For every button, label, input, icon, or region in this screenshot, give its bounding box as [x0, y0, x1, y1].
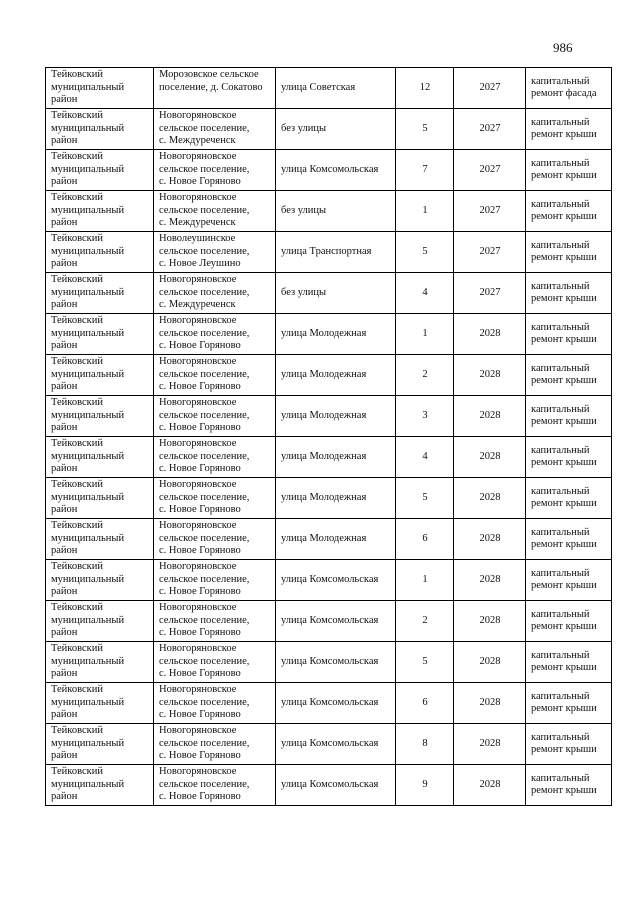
- settlement-cell: [154, 683, 276, 724]
- district-line: Тейковский: [51, 725, 104, 736]
- year-cell: 2028: [454, 396, 526, 437]
- settlement-line: с. Междуреченск: [159, 299, 236, 310]
- year-cell: 2028: [454, 683, 526, 724]
- work-type-cell: [526, 273, 612, 314]
- settlement-line: Новогоряновское: [159, 766, 237, 777]
- table-body: [46, 68, 612, 806]
- district-line: муниципальный: [51, 368, 125, 380]
- settlement-line: с. Новое Горяново: [159, 545, 241, 556]
- work-type-cell: [526, 396, 612, 437]
- table-row: [46, 683, 612, 724]
- settlement-line: с. Новое Горяново: [159, 176, 241, 187]
- district-line: район: [51, 545, 78, 556]
- work-type-line: ремонт крыши: [531, 498, 597, 509]
- district-cell: [46, 519, 154, 560]
- settlement-cell: [154, 109, 276, 150]
- table-row: [46, 68, 612, 109]
- settlement-cell: [154, 765, 276, 806]
- street-cell: улица Комсомольская: [276, 724, 396, 765]
- district-line: муниципальный: [51, 532, 125, 544]
- settlement-line: Новогоряновское: [159, 602, 237, 613]
- district-cell: [46, 642, 154, 683]
- district-line: муниципальный: [51, 122, 125, 134]
- district-line: Тейковский: [51, 274, 104, 285]
- year-cell: 2028: [454, 601, 526, 642]
- district-line: Тейковский: [51, 315, 104, 326]
- work-type-line: капитальный: [531, 485, 590, 497]
- district-line: район: [51, 586, 78, 597]
- settlement-line: Новолеушинское: [159, 233, 236, 244]
- settlement-line: Новогоряновское: [159, 561, 237, 572]
- year-cell: 2028: [454, 642, 526, 683]
- work-type-line: ремонт крыши: [531, 416, 597, 427]
- year-cell: 2027: [454, 150, 526, 191]
- district-line: район: [51, 709, 78, 720]
- settlement-line: Новогоряновское: [159, 356, 237, 367]
- house-number-cell: 12: [396, 68, 454, 109]
- settlement-line: сельское поселение,: [159, 573, 250, 585]
- district-line: район: [51, 668, 78, 679]
- settlement-line: с. Новое Горяново: [159, 504, 241, 515]
- settlement-line: сельское поселение,: [159, 204, 250, 216]
- settlement-line: Новогоряновское: [159, 438, 237, 449]
- settlement-line: сельское поселение,: [159, 245, 250, 257]
- house-number-cell: 1: [396, 560, 454, 601]
- work-type-line: капитальный: [531, 75, 590, 87]
- year-cell: 2027: [454, 273, 526, 314]
- settlement-line: сельское поселение,: [159, 655, 250, 667]
- district-line: Тейковский: [51, 602, 104, 613]
- settlement-line: сельское поселение,: [159, 122, 250, 134]
- work-type-line: ремонт фасада: [531, 88, 597, 99]
- house-number-cell: 5: [396, 232, 454, 273]
- settlement-line: с. Новое Горяново: [159, 668, 241, 679]
- work-type-cell: [526, 601, 612, 642]
- district-line: муниципальный: [51, 286, 125, 298]
- house-number-cell: 2: [396, 601, 454, 642]
- street-cell: без улицы: [276, 191, 396, 232]
- year-cell: 2028: [454, 765, 526, 806]
- district-line: район: [51, 381, 78, 392]
- work-type-line: капитальный: [531, 772, 590, 784]
- house-number-cell: 1: [396, 314, 454, 355]
- district-line: Тейковский: [51, 643, 104, 654]
- settlement-cell: [154, 68, 276, 109]
- district-cell: [46, 560, 154, 601]
- settlement-cell: [154, 601, 276, 642]
- house-number-cell: 4: [396, 273, 454, 314]
- district-line: район: [51, 422, 78, 433]
- work-type-line: капитальный: [531, 321, 590, 333]
- district-cell: [46, 314, 154, 355]
- settlement-cell: [154, 355, 276, 396]
- year-cell: 2028: [454, 478, 526, 519]
- work-type-cell: [526, 109, 612, 150]
- house-number-cell: 5: [396, 642, 454, 683]
- settlement-line: поселение, д. Сокатово: [159, 81, 263, 93]
- work-type-line: капитальный: [531, 239, 590, 251]
- settlement-cell: [154, 273, 276, 314]
- district-line: район: [51, 135, 78, 146]
- settlement-line: Морозовское сельское: [159, 69, 259, 80]
- table-row: [46, 232, 612, 273]
- district-cell: [46, 765, 154, 806]
- settlement-line: Новогоряновское: [159, 151, 237, 162]
- work-type-line: ремонт крыши: [531, 334, 597, 345]
- district-line: муниципальный: [51, 81, 125, 93]
- settlement-line: с. Новое Леушино: [159, 258, 241, 269]
- district-line: Тейковский: [51, 397, 104, 408]
- district-line: муниципальный: [51, 573, 125, 585]
- settlement-line: сельское поселение,: [159, 286, 250, 298]
- work-type-cell: [526, 68, 612, 109]
- settlement-line: Новогоряновское: [159, 684, 237, 695]
- district-line: район: [51, 258, 78, 269]
- district-cell: [46, 601, 154, 642]
- work-type-line: капитальный: [531, 362, 590, 374]
- settlement-line: с. Междуреченск: [159, 135, 236, 146]
- settlement-line: с. Новое Горяново: [159, 463, 241, 474]
- work-type-cell: [526, 683, 612, 724]
- settlement-line: Новогоряновское: [159, 520, 237, 531]
- table-row: [46, 150, 612, 191]
- table-row: [46, 724, 612, 765]
- district-line: Тейковский: [51, 192, 104, 203]
- district-line: район: [51, 791, 78, 802]
- work-type-cell: [526, 642, 612, 683]
- settlement-cell: [154, 232, 276, 273]
- district-line: район: [51, 504, 78, 515]
- settlement-cell: [154, 478, 276, 519]
- district-line: Тейковский: [51, 151, 104, 162]
- settlement-line: с. Новое Горяново: [159, 791, 241, 802]
- settlement-line: с. Новое Горяново: [159, 340, 241, 351]
- street-cell: улица Транспортная: [276, 232, 396, 273]
- district-line: Тейковский: [51, 356, 104, 367]
- street-cell: улица Молодежная: [276, 396, 396, 437]
- settlement-line: Новогоряновское: [159, 192, 237, 203]
- street-cell: без улицы: [276, 273, 396, 314]
- table-row: [46, 109, 612, 150]
- work-type-cell: [526, 437, 612, 478]
- work-type-line: капитальный: [531, 157, 590, 169]
- settlement-line: сельское поселение,: [159, 696, 250, 708]
- district-line: Тейковский: [51, 520, 104, 531]
- work-type-line: капитальный: [531, 403, 590, 415]
- settlement-cell: [154, 150, 276, 191]
- settlement-line: с. Новое Горяново: [159, 709, 241, 720]
- work-type-line: ремонт крыши: [531, 457, 597, 468]
- street-cell: улица Молодежная: [276, 314, 396, 355]
- street-cell: улица Комсомольская: [276, 765, 396, 806]
- work-type-line: ремонт крыши: [531, 785, 597, 796]
- table-row: [46, 191, 612, 232]
- work-type-cell: [526, 519, 612, 560]
- district-cell: [46, 396, 154, 437]
- work-type-cell: [526, 150, 612, 191]
- table-row: [46, 519, 612, 560]
- settlement-line: с. Новое Горяново: [159, 627, 241, 638]
- settlement-line: Новогоряновское: [159, 479, 237, 490]
- work-type-cell: [526, 765, 612, 806]
- settlement-line: Новогоряновское: [159, 274, 237, 285]
- district-line: муниципальный: [51, 409, 125, 421]
- year-cell: 2028: [454, 355, 526, 396]
- settlement-line: сельское поселение,: [159, 491, 250, 503]
- settlement-cell: [154, 642, 276, 683]
- year-cell: 2028: [454, 314, 526, 355]
- work-type-line: ремонт крыши: [531, 539, 597, 550]
- table-row: [46, 601, 612, 642]
- work-type-line: ремонт крыши: [531, 129, 597, 140]
- house-number-cell: 5: [396, 109, 454, 150]
- table-row: [46, 560, 612, 601]
- work-type-line: капитальный: [531, 526, 590, 538]
- district-cell: [46, 478, 154, 519]
- work-type-line: капитальный: [531, 116, 590, 128]
- work-type-line: ремонт крыши: [531, 252, 597, 263]
- house-number-cell: 6: [396, 683, 454, 724]
- settlement-cell: [154, 560, 276, 601]
- table-row: [46, 355, 612, 396]
- settlement-line: с. Новое Горяново: [159, 586, 241, 597]
- district-cell: [46, 683, 154, 724]
- work-type-cell: [526, 232, 612, 273]
- table-row: [46, 437, 612, 478]
- district-line: район: [51, 627, 78, 638]
- district-cell: [46, 191, 154, 232]
- street-cell: улица Комсомольская: [276, 150, 396, 191]
- year-cell: 2027: [454, 232, 526, 273]
- house-number-cell: 6: [396, 519, 454, 560]
- house-number-cell: 3: [396, 396, 454, 437]
- settlement-line: сельское поселение,: [159, 614, 250, 626]
- work-type-line: ремонт крыши: [531, 580, 597, 591]
- work-type-line: ремонт крыши: [531, 211, 597, 222]
- table-row: [46, 273, 612, 314]
- district-line: муниципальный: [51, 655, 125, 667]
- district-line: Тейковский: [51, 766, 104, 777]
- street-cell: улица Молодежная: [276, 478, 396, 519]
- table-row: [46, 765, 612, 806]
- work-type-line: ремонт крыши: [531, 293, 597, 304]
- house-number-cell: 5: [396, 478, 454, 519]
- district-cell: [46, 150, 154, 191]
- district-line: Тейковский: [51, 110, 104, 121]
- district-cell: [46, 232, 154, 273]
- district-cell: [46, 68, 154, 109]
- work-type-line: капитальный: [531, 198, 590, 210]
- settlement-cell: [154, 314, 276, 355]
- year-cell: 2028: [454, 560, 526, 601]
- street-cell: улица Комсомольская: [276, 642, 396, 683]
- district-line: район: [51, 94, 78, 105]
- settlement-line: с. Междуреченск: [159, 217, 236, 228]
- work-type-line: ремонт крыши: [531, 170, 597, 181]
- work-type-line: ремонт крыши: [531, 621, 597, 632]
- settlement-line: сельское поселение,: [159, 327, 250, 339]
- table-row: [46, 314, 612, 355]
- district-cell: [46, 273, 154, 314]
- work-type-line: капитальный: [531, 444, 590, 456]
- district-cell: [46, 437, 154, 478]
- work-type-line: ремонт крыши: [531, 703, 597, 714]
- street-cell: улица Советская: [276, 68, 396, 109]
- work-type-line: капитальный: [531, 731, 590, 743]
- district-line: Тейковский: [51, 479, 104, 490]
- work-type-cell: [526, 478, 612, 519]
- street-cell: улица Комсомольская: [276, 560, 396, 601]
- work-type-cell: [526, 191, 612, 232]
- district-line: район: [51, 463, 78, 474]
- district-line: муниципальный: [51, 696, 125, 708]
- settlement-line: Новогоряновское: [159, 315, 237, 326]
- house-number-cell: 2: [396, 355, 454, 396]
- settlement-line: сельское поселение,: [159, 450, 250, 462]
- district-line: Тейковский: [51, 438, 104, 449]
- settlement-cell: [154, 396, 276, 437]
- district-cell: [46, 355, 154, 396]
- district-line: муниципальный: [51, 778, 125, 790]
- settlement-cell: [154, 519, 276, 560]
- district-line: район: [51, 299, 78, 310]
- year-cell: 2027: [454, 68, 526, 109]
- district-cell: [46, 724, 154, 765]
- district-line: Тейковский: [51, 561, 104, 572]
- street-cell: улица Комсомольская: [276, 683, 396, 724]
- district-line: муниципальный: [51, 491, 125, 503]
- page-number: 986: [553, 40, 573, 55]
- work-type-line: ремонт крыши: [531, 375, 597, 386]
- district-line: Тейковский: [51, 684, 104, 695]
- settlement-line: с. Новое Горяново: [159, 381, 241, 392]
- house-number-cell: 8: [396, 724, 454, 765]
- district-line: муниципальный: [51, 614, 125, 626]
- work-type-line: капитальный: [531, 690, 590, 702]
- repair-schedule-table: [45, 67, 612, 806]
- street-cell: без улицы: [276, 109, 396, 150]
- street-cell: улица Комсомольская: [276, 601, 396, 642]
- table-row: [46, 478, 612, 519]
- work-type-line: капитальный: [531, 280, 590, 292]
- district-line: муниципальный: [51, 163, 125, 175]
- district-line: муниципальный: [51, 327, 125, 339]
- year-cell: 2028: [454, 519, 526, 560]
- district-line: Тейковский: [51, 69, 104, 80]
- district-line: район: [51, 340, 78, 351]
- work-type-line: капитальный: [531, 649, 590, 661]
- settlement-line: Новогоряновское: [159, 110, 237, 121]
- district-line: Тейковский: [51, 233, 104, 244]
- work-type-cell: [526, 355, 612, 396]
- district-cell: [46, 109, 154, 150]
- settlement-line: сельское поселение,: [159, 409, 250, 421]
- street-cell: улица Молодежная: [276, 519, 396, 560]
- year-cell: 2028: [454, 437, 526, 478]
- work-type-line: капитальный: [531, 608, 590, 620]
- work-type-cell: [526, 560, 612, 601]
- work-type-line: ремонт крыши: [531, 662, 597, 673]
- year-cell: 2027: [454, 191, 526, 232]
- settlement-cell: [154, 437, 276, 478]
- year-cell: 2028: [454, 724, 526, 765]
- house-number-cell: 9: [396, 765, 454, 806]
- settlement-cell: [154, 724, 276, 765]
- street-cell: улица Молодежная: [276, 437, 396, 478]
- settlement-line: сельское поселение,: [159, 737, 250, 749]
- settlement-line: сельское поселение,: [159, 778, 250, 790]
- settlement-cell: [154, 191, 276, 232]
- settlement-line: с. Новое Горяново: [159, 422, 241, 433]
- settlement-line: сельское поселение,: [159, 368, 250, 380]
- work-type-line: капитальный: [531, 567, 590, 579]
- table-row: [46, 396, 612, 437]
- settlement-line: Новогоряновское: [159, 643, 237, 654]
- year-cell: 2027: [454, 109, 526, 150]
- district-line: муниципальный: [51, 450, 125, 462]
- house-number-cell: 4: [396, 437, 454, 478]
- district-line: муниципальный: [51, 204, 125, 216]
- district-line: район: [51, 750, 78, 761]
- work-type-cell: [526, 314, 612, 355]
- district-line: муниципальный: [51, 737, 125, 749]
- district-line: муниципальный: [51, 245, 125, 257]
- work-type-cell: [526, 724, 612, 765]
- settlement-line: сельское поселение,: [159, 532, 250, 544]
- settlement-line: с. Новое Горяново: [159, 750, 241, 761]
- house-number-cell: 1: [396, 191, 454, 232]
- settlement-line: сельское поселение,: [159, 163, 250, 175]
- district-line: район: [51, 217, 78, 228]
- settlement-line: Новогоряновское: [159, 397, 237, 408]
- district-line: район: [51, 176, 78, 187]
- work-type-line: ремонт крыши: [531, 744, 597, 755]
- street-cell: улица Молодежная: [276, 355, 396, 396]
- house-number-cell: 7: [396, 150, 454, 191]
- settlement-line: Новогоряновское: [159, 725, 237, 736]
- table-row: [46, 642, 612, 683]
